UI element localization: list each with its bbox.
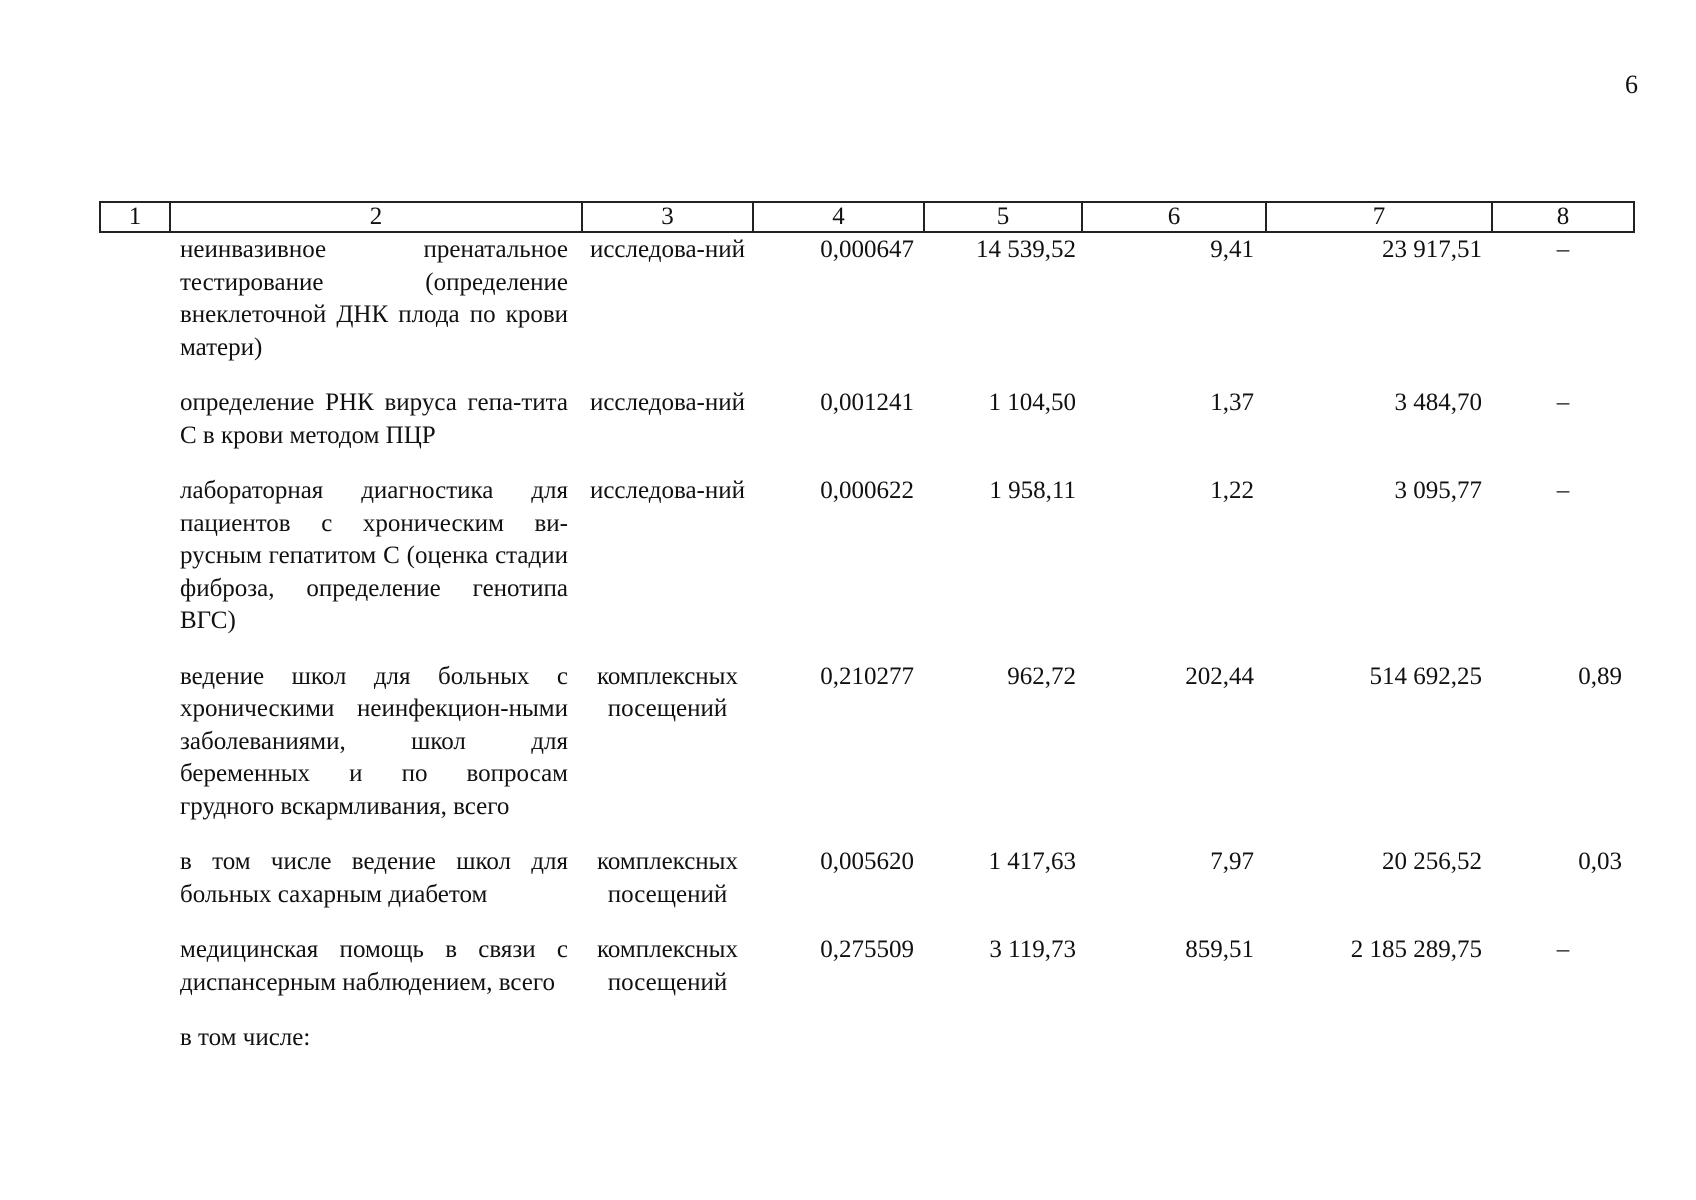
cell-col-8: – xyxy=(1556,236,1570,263)
cell-col-4: 0,275509 xyxy=(820,936,914,963)
cell-col-4: 0,210277 xyxy=(820,662,914,690)
header-col-6: 6 xyxy=(1082,202,1266,232)
table-row xyxy=(100,387,1634,475)
cell-col-6: 859,51 xyxy=(1185,936,1254,963)
cell-col-6: 1,22 xyxy=(1210,477,1254,504)
cell-col-7: 514 692,25 xyxy=(1369,662,1482,690)
header-row xyxy=(100,202,1634,232)
cell-service-name xyxy=(170,232,582,387)
header-col-5: 5 xyxy=(924,202,1082,232)
table-row xyxy=(100,1022,1634,1078)
cell-col-8: – xyxy=(1556,389,1570,416)
cell-col-1 xyxy=(100,1022,170,1078)
cell-col-6: 1,37 xyxy=(1210,389,1254,416)
cell-col-1 xyxy=(100,661,170,847)
table-row xyxy=(100,475,1634,661)
cell-unit: исследова-ний xyxy=(589,477,746,504)
cell-col-4: 0,000647 xyxy=(820,236,914,263)
cell-col-1 xyxy=(100,846,170,934)
cell-col-4: 0,000622 xyxy=(820,477,914,504)
cell-col-7: 2 185 289,75 xyxy=(1350,936,1482,963)
cell-col-1 xyxy=(100,475,170,661)
cell-col-5: 3 119,73 xyxy=(989,936,1076,963)
cell-service-name xyxy=(170,661,582,847)
header-col-3: 3 xyxy=(582,202,753,232)
cell-col-7: 3 484,70 xyxy=(1394,389,1482,416)
cell-unit: исследова-ний xyxy=(589,236,746,263)
cell-col-1 xyxy=(100,387,170,475)
service-name-text: определение РНК вируса гепа-тита С в крови методом ПЦР xyxy=(180,389,568,449)
table-row xyxy=(100,661,1634,847)
service-name-text: в том числе ведение школ для больных сахарным диабетом xyxy=(180,848,568,908)
cell-col-4 xyxy=(753,1022,924,1078)
cell-col-5: 14 539,52 xyxy=(976,236,1076,263)
cell-service-name xyxy=(170,934,582,1022)
cell-col-6: 9,41 xyxy=(1210,236,1254,263)
cell-unit: комплексных посещений xyxy=(597,848,738,908)
table-body xyxy=(100,232,1634,1078)
service-name-text: медицинская помощь в связи с диспансерным наблюдением, всего xyxy=(180,936,568,996)
header-col-1: 1 xyxy=(100,202,170,232)
service-name-text: лабораторная диагностика для пациентов с хроническим ви-русным гепатитом С (оценка стадии фиброза, определение генотипа ВГС) xyxy=(180,477,568,634)
cell-col-8: – xyxy=(1556,477,1570,504)
cell-col-6 xyxy=(1082,1022,1266,1078)
header-col-7: 7 xyxy=(1266,202,1492,232)
cell-unit xyxy=(582,1022,753,1078)
cell-col-8: – xyxy=(1556,936,1570,963)
cell-service-name xyxy=(170,387,582,475)
cell-col-6: 202,44 xyxy=(1185,662,1254,690)
cell-col-7: 20 256,52 xyxy=(1382,848,1482,875)
cell-unit: комплексных посещений xyxy=(597,936,738,996)
table-row xyxy=(100,232,1634,387)
header-col-2: 2 xyxy=(170,202,582,232)
tariff-table xyxy=(99,201,1635,1078)
cell-col-4: 0,005620 xyxy=(820,848,914,875)
header-col-4: 4 xyxy=(753,202,924,232)
table-row xyxy=(100,934,1634,1022)
service-name-text: неинвазивное пренатальное тестирование (определение внеклеточной ДНК плода по крови матери) xyxy=(180,236,568,361)
cell-col-7: 3 095,77 xyxy=(1394,477,1482,504)
page-number: 6 xyxy=(1625,70,1638,99)
cell-service-name xyxy=(170,1022,582,1078)
cell-col-1 xyxy=(100,934,170,1022)
cell-service-name xyxy=(170,846,582,934)
cell-col-8: 0,89 xyxy=(1578,662,1622,690)
cell-col-5: 1 417,63 xyxy=(988,848,1076,875)
header-col-8: 8 xyxy=(1492,202,1634,232)
service-name-text: ведение школ для больных с хроническими неинфекцион-ными заболеваниями, школ для беременных и по вопросам грудного вскармливания, всего xyxy=(180,662,568,820)
cell-unit: комплексных посещений xyxy=(597,662,738,722)
cell-col-5: 962,72 xyxy=(1007,662,1076,690)
cell-col-5: 1 958,11 xyxy=(989,477,1076,504)
cell-col-4: 0,001241 xyxy=(820,389,914,416)
cell-col-5 xyxy=(924,1022,1082,1078)
service-name-text: в том числе: xyxy=(180,1024,311,1051)
cell-col-5: 1 104,50 xyxy=(988,389,1076,416)
cell-col-1 xyxy=(100,232,170,387)
cell-col-7 xyxy=(1266,1022,1492,1078)
table-header xyxy=(100,202,1634,232)
cell-col-7: 23 917,51 xyxy=(1382,236,1482,263)
cell-col-8 xyxy=(1492,1022,1634,1078)
cell-col-8: 0,03 xyxy=(1578,848,1622,875)
cell-col-6: 7,97 xyxy=(1210,848,1254,875)
table-row xyxy=(100,846,1634,934)
cell-service-name xyxy=(170,475,582,661)
cell-unit: исследова-ний xyxy=(589,389,746,416)
